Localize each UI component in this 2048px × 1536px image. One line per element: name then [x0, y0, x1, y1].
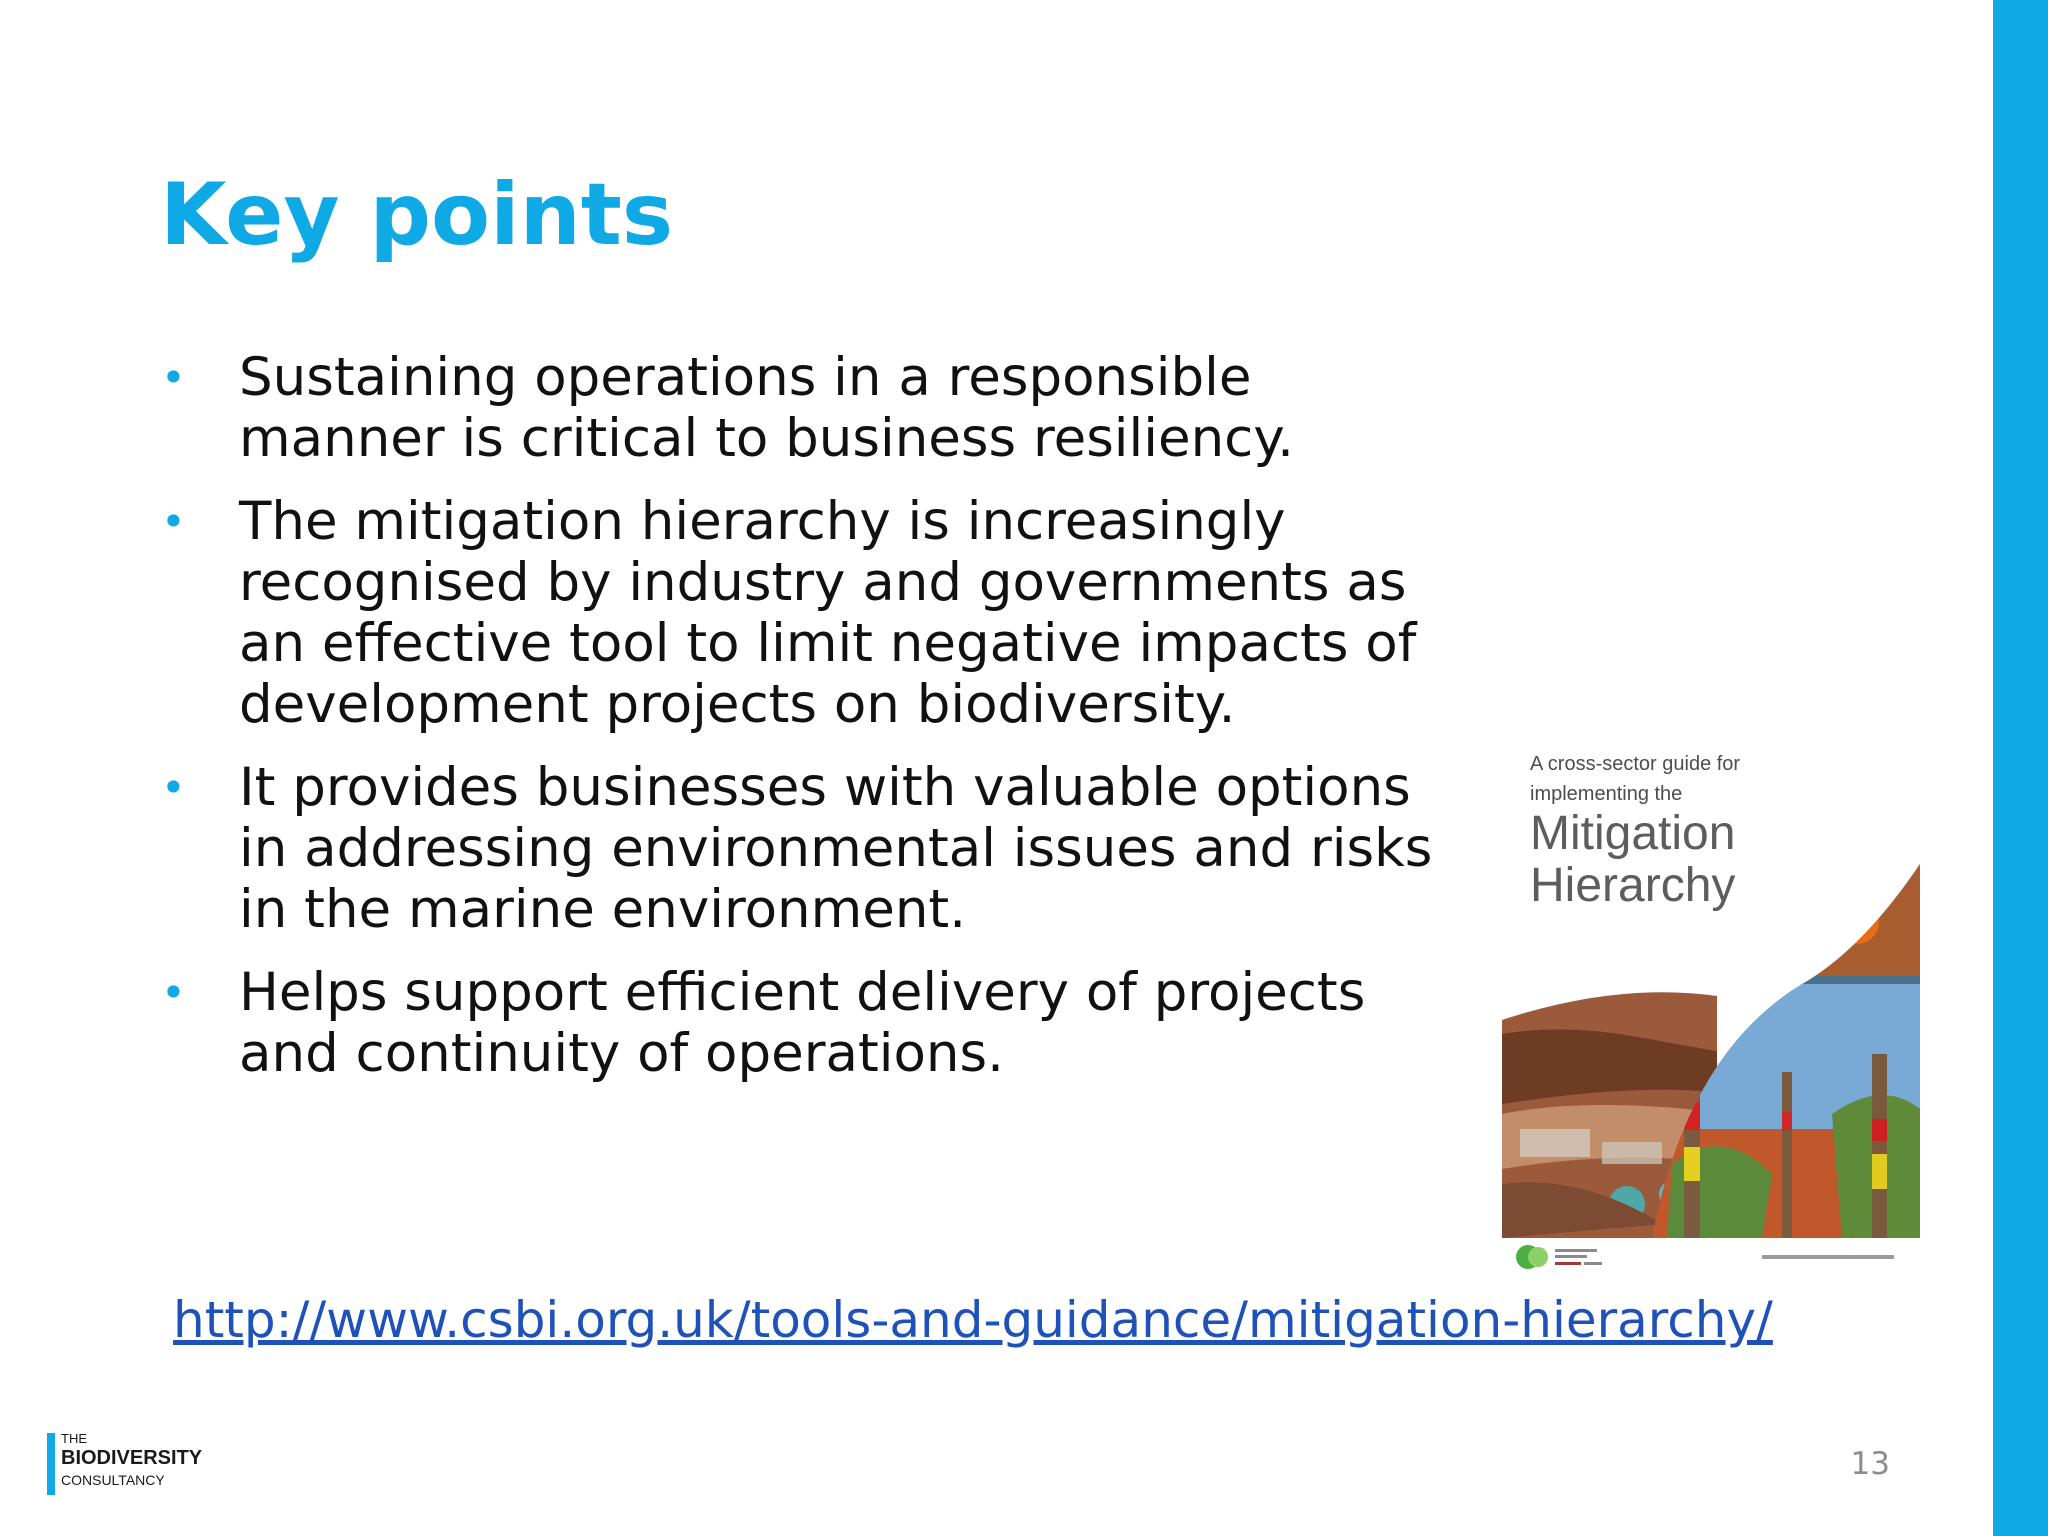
- bullet-icon: •: [161, 968, 186, 1017]
- bullet-item: [160, 962, 1460, 1084]
- bullet-text: Helps support efficient delivery of projects and continuity of operations.: [239, 962, 1366, 1084]
- cover-title: Mitigation Hierarchy: [1530, 807, 1736, 912]
- right-accent-bar: [1993, 0, 2048, 1536]
- logo-line-consultancy: CONSULTANCY: [61, 1472, 165, 1488]
- bullet-icon: •: [161, 497, 186, 546]
- bullet-item: [160, 491, 1460, 735]
- cover-photo-collage: [1502, 864, 1920, 1238]
- bullet-item: [160, 757, 1460, 940]
- mitigation-hierarchy-guide-cover: [1502, 740, 1920, 1275]
- bullet-text: The mitigation hierarchy is increasingly recognised by industry and governments as an effective tool to limit negative impacts of development projects on biodiversity.: [239, 491, 1417, 735]
- bullet-text: Sustaining operations in a responsible manner is critical to business resiliency.: [239, 347, 1294, 469]
- bullet-icon: •: [161, 763, 186, 812]
- cover-footer-logos: [1502, 1238, 1920, 1275]
- slide-title: Key points: [160, 165, 674, 265]
- bullet-item: [160, 347, 1460, 469]
- bullet-text: It provides businesses with valuable options in addressing environmental issues and risks in the marine environment.: [239, 757, 1433, 940]
- biodiversity-consultancy-logo: [47, 1431, 217, 1497]
- cover-subtitle: A cross-sector guide for implementing the: [1530, 753, 1741, 805]
- csbi-guidance-link[interactable]: http://www.csbi.org.uk/tools-and-guidance/mitigation-hierarchy/: [173, 1291, 1773, 1349]
- bullet-icon: •: [161, 353, 186, 402]
- csbi-logo-icon: [1528, 1247, 1548, 1267]
- logo-line-the: THE: [61, 1431, 87, 1446]
- logo-accent-bar: [47, 1433, 55, 1495]
- logo-line-biodiversity: BIODIVERSITY: [61, 1447, 203, 1469]
- slide-number: 13: [1850, 1446, 1890, 1482]
- key-points-list: [160, 347, 1460, 1106]
